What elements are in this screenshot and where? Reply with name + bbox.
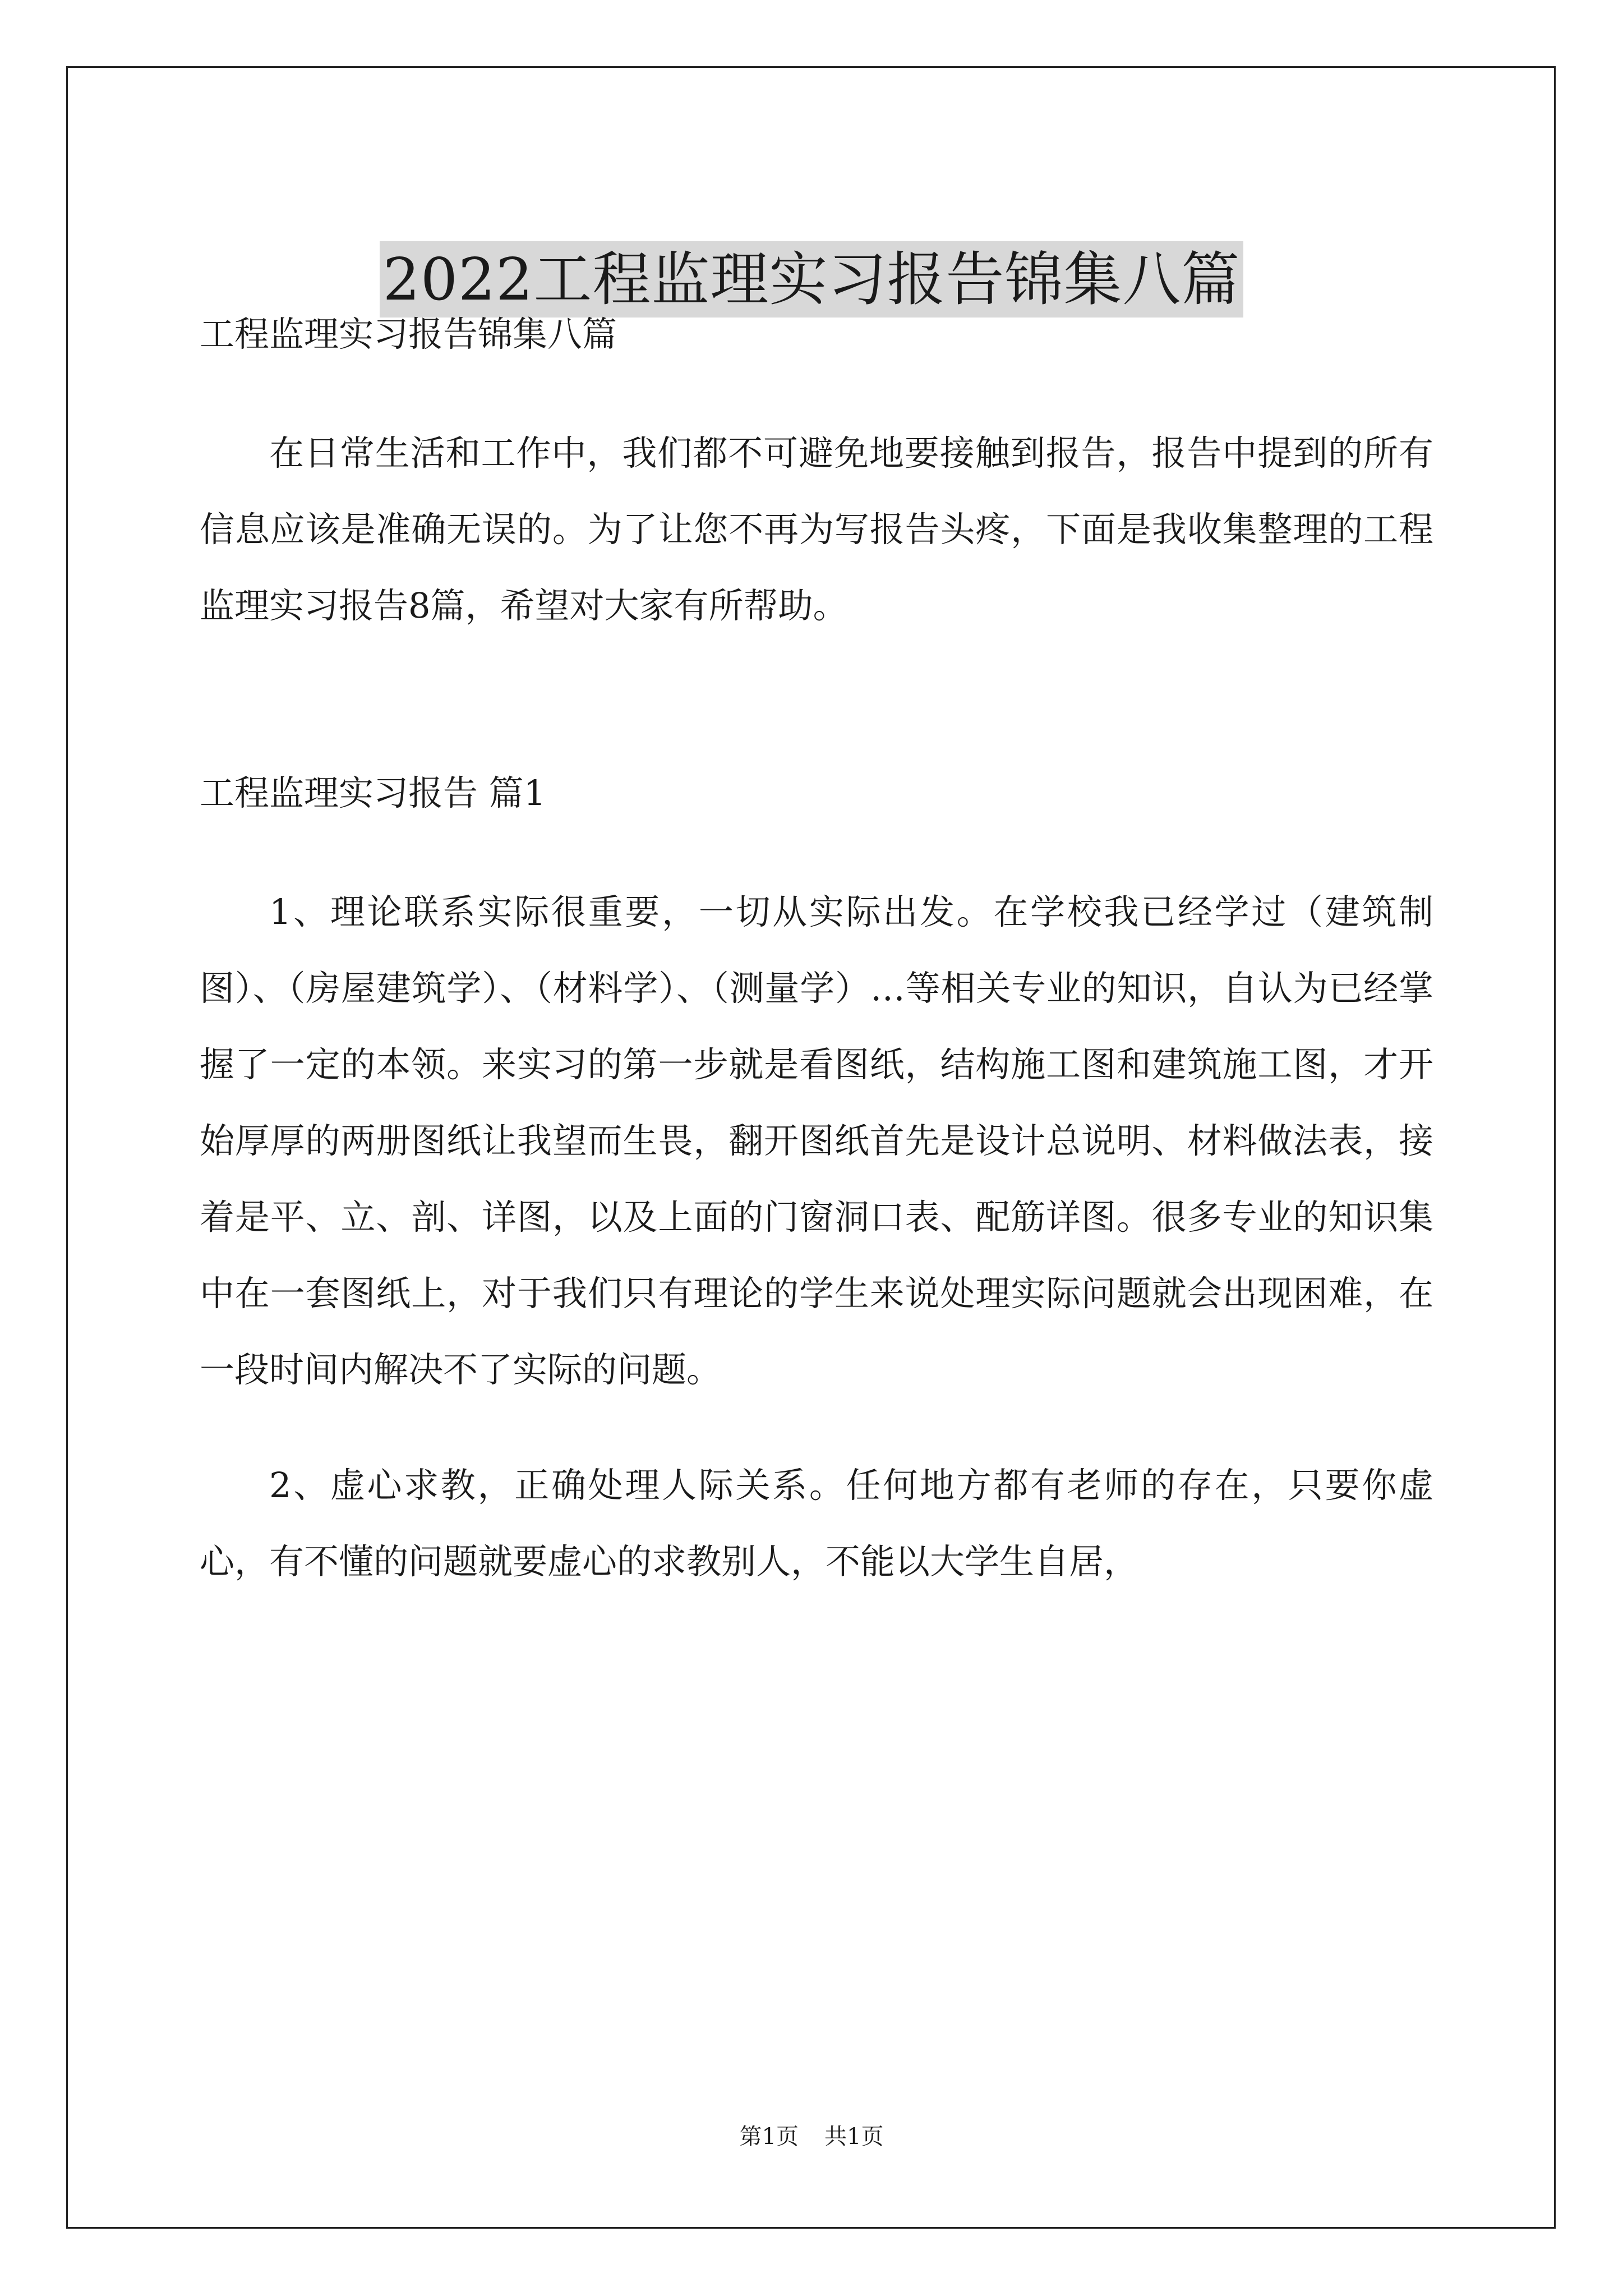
document-body (200, 307, 1433, 1639)
page-number-total: 共1页 (824, 2124, 884, 2150)
section-heading: 工程监理实习报告 篇1 (200, 772, 546, 813)
page-number-current: 第1页 (739, 2124, 799, 2150)
body-paragraph-2: 2、虚心求教，正确处理人际关系。任何地方都有老师的存在，只要你虚心，有不懂的问题就要虚心的求教别人，不能以大学生自居， (200, 1465, 1433, 1582)
intro-paragraph: 在日常生活和工作中，我们都不可避免地要接触到报告，报告中提到的所有信息应该是准确无误的。为了让您不再为写报告头疼，下面是我收集整理的工程监理实习报告8篇，希望对大家有所帮助。 (200, 432, 1433, 626)
document-subtitle: 工程监理实习报告锦集八篇 (200, 314, 617, 355)
page-footer (0, 2123, 1623, 2151)
document-title: 2022工程监理实习报告锦集八篇 (380, 241, 1244, 318)
body-paragraph-1: 1、理论联系实际很重要，一切从实际出发。在学校我已经学过（建筑制图）、（房屋建筑学）、（材料学）、（测量学）…等相关专业的知识，自认为已经掌握了一定的本领。来实习的第一步就是看图纸，结构施工图和建筑施工图，才开始厚厚的两册图纸让我望而生畏，翻开图纸首先是设计总说明、材料做法表，接着是平、立、剖、详图，以及上面的门窗洞口表、配筋详图。很多专业的知识集中在一套图纸上，对于我们只有理论的学生来说处理实际问题就会出现困难，在一段时间内解决不了实际的问题。 (200, 891, 1433, 1390)
